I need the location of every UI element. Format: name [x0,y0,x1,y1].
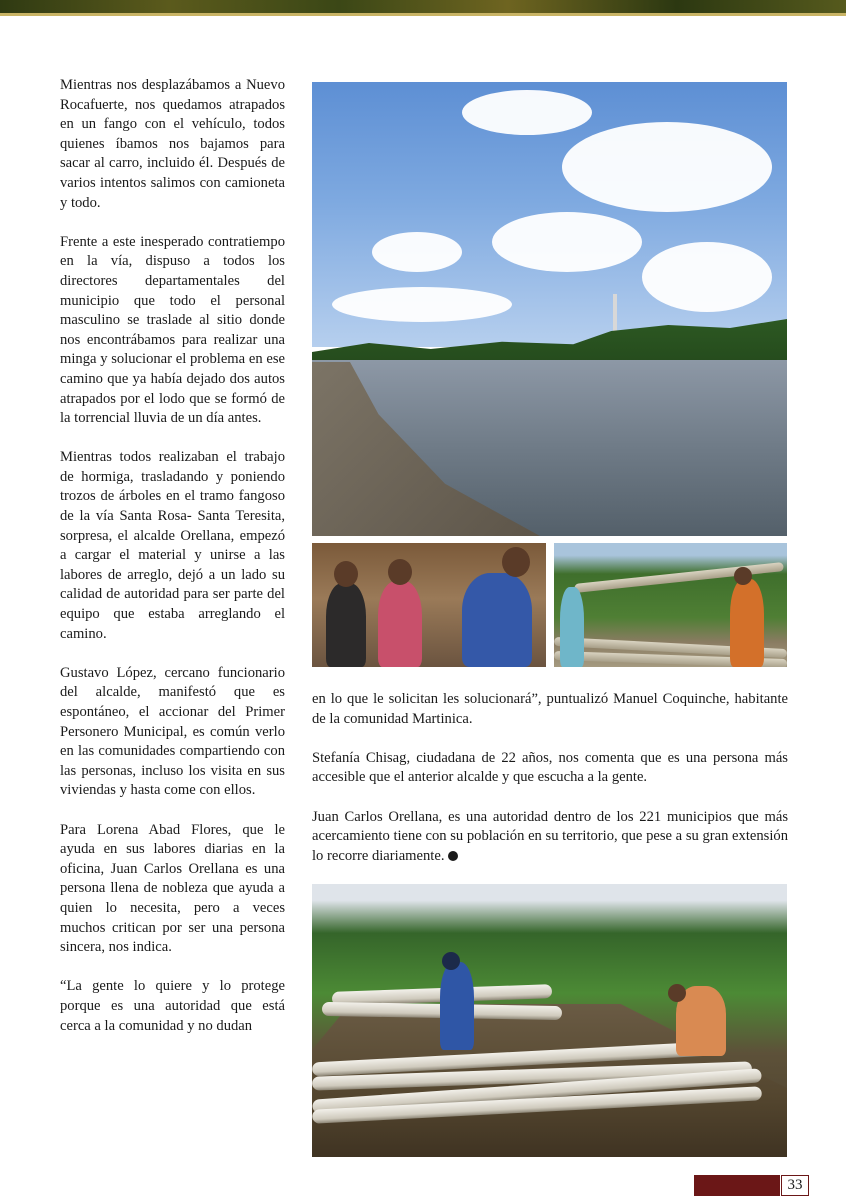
top-decorative-band [0,0,846,16]
paragraph: Mientras todos realizaban el trabajo de hormiga, trasladando y poniendo trozos de árboles en el tramo fangoso de la vía Santa Rosa- Santa Teresita, sorpresa, el alcalde Orellana, empezó a cargar el material y unirse a las labores de arreglo, dejó a un lado su calidad de autoridad para ser parte del equipo que estaba arreglando el camino. [60,449,285,642]
paragraph-text: Juan Carlos Orellana, es una autoridad dentro de los 221 municipios que más acercamiento tiene con su población en su territorio, que pese a su gran extensión lo recorre diariamente. [312,808,788,864]
page-number-bar [694,1175,780,1196]
workers-photo [554,543,787,667]
paragraph: Gustavo López, cercano funcionario del alcalde, manifestó que es espontáneo, el accionar del Primer Personero Municipal, es común verlo en las comunidades compartiendo con las personas, incluso los visita en sus viviendas y hasta come con ellos. [60,664,285,799]
group-photo [312,543,546,667]
paragraph: Para Lorena Abad Flores, que le ayuda en sus labores diarias en la oficina, Juan Carlos Orellana es una persona llena de nobleza que ayuda a quien lo necesita, pero a veces muchos critican por ser una persona sincera, nos indica. [60,821,285,956]
page-number: 33 [781,1175,809,1196]
left-text-column [60,76,285,1056]
road-repair-photo [312,884,787,1157]
right-text-column [312,690,788,886]
paragraph: en lo que le solicitan les solucionará”, puntualizó Manuel Coquinche, habitante de la comunidad Martinica. [312,691,788,727]
river-photo [312,82,787,536]
paragraph: Mientras nos desplazábamos a Nuevo Rocafuerte, nos quedamos atrapados en un fango con el vehículo, todos quienes íbamos nos bajamos para sacar al carro, incluido él. Después de varios intentos salimos con camioneta y todo. [60,77,285,211]
paragraph: Stefanía Chisag, ciudadana de 22 años, nos comenta que es una persona más accesible que el anterior alcalde y que escucha a la gente. [312,749,788,786]
end-of-article-icon [448,851,458,861]
paragraph: “La gente lo quiere y lo protege porque es una autoridad que está cerca a la comunidad y no dudan [60,978,285,1034]
paragraph: Frente a este inesperado contratiempo en la vía, dispuso a todos los directores departamentales del municipio que todo el personal masculino se traslade al sitio donde nos encontrábamos para realizar una minga y solucionar el problema en ese camino que ya había dejado dos autos atrapados por el lodo que se formó de la torrencial lluvia de un día antes. [60,233,285,427]
paragraph [312,808,788,867]
